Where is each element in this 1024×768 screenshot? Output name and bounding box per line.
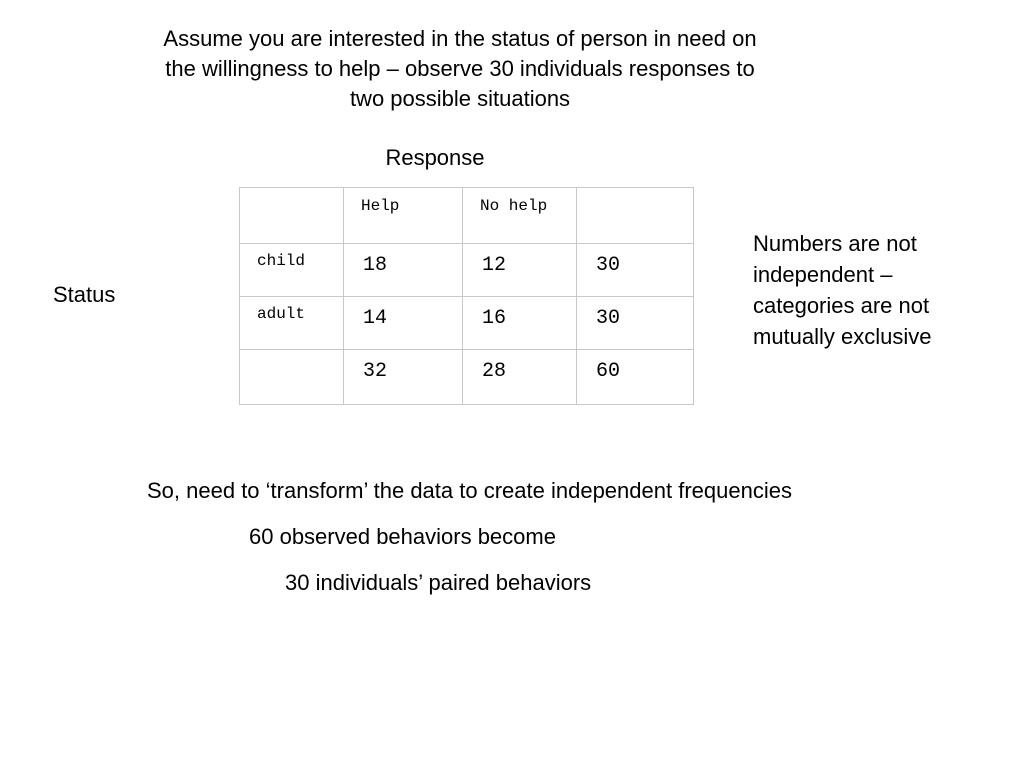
cell-total-no-help: 28 xyxy=(482,360,507,383)
table-cell xyxy=(344,244,463,297)
cell-total-help: 32 xyxy=(363,360,388,383)
side-note xyxy=(753,228,1013,352)
header-help-label: Help xyxy=(361,197,400,215)
cell-adult-no-help: 16 xyxy=(482,307,507,330)
header-cell-total xyxy=(577,188,694,244)
header-no-help-label: No help xyxy=(480,197,548,215)
slide-title xyxy=(100,24,820,114)
status-axis-label: Status xyxy=(53,282,116,307)
side-note-line-1: Numbers are not xyxy=(753,231,917,256)
cell-adult-help: 14 xyxy=(363,307,388,330)
table-cell xyxy=(463,350,577,405)
side-note-line-4: mutually exclusive xyxy=(753,324,932,349)
table-row-child xyxy=(240,244,694,297)
conclusion-line-1: So, need to ‘transform’ the data to create independent frequencies xyxy=(147,478,792,503)
conclusion-line-3: 30 individuals’ paired behaviors xyxy=(285,570,592,595)
row-label-child: child xyxy=(257,252,306,270)
row-label-adult: adult xyxy=(257,305,306,323)
table-cell xyxy=(463,297,577,350)
cell-grand-total: 60 xyxy=(596,360,621,383)
cell-child-total: 30 xyxy=(596,254,621,277)
table-cell xyxy=(344,350,463,405)
cell-adult-total: 30 xyxy=(596,307,621,330)
row-label-cell xyxy=(240,297,344,350)
table-row-totals xyxy=(240,350,694,405)
cell-child-no-help: 12 xyxy=(482,254,507,277)
side-note-line-3: categories are not xyxy=(753,293,930,318)
contingency-table xyxy=(239,187,694,405)
title-line-2: the willingness to help – observe 30 individuals responses to xyxy=(165,56,755,81)
table-cell xyxy=(577,244,694,297)
title-line-1: Assume you are interested in the status of person in need on xyxy=(163,26,757,51)
conclusion-line-2: 60 observed behaviors become xyxy=(249,524,556,549)
title-line-3: two possible situations xyxy=(349,86,571,111)
table-cell xyxy=(577,297,694,350)
header-cell-no-help xyxy=(463,188,577,244)
table-header-row xyxy=(240,188,694,244)
row-label-cell xyxy=(240,350,344,405)
table-cell xyxy=(463,244,577,297)
table-cell xyxy=(344,297,463,350)
header-cell-help xyxy=(344,188,463,244)
row-label-cell xyxy=(240,244,344,297)
side-note-line-2: independent – xyxy=(753,262,893,287)
header-cell-empty xyxy=(240,188,344,244)
table-cell xyxy=(577,350,694,405)
table-row-adult xyxy=(240,297,694,350)
response-axis-label: Response xyxy=(385,145,485,170)
cell-child-help: 18 xyxy=(363,254,388,277)
